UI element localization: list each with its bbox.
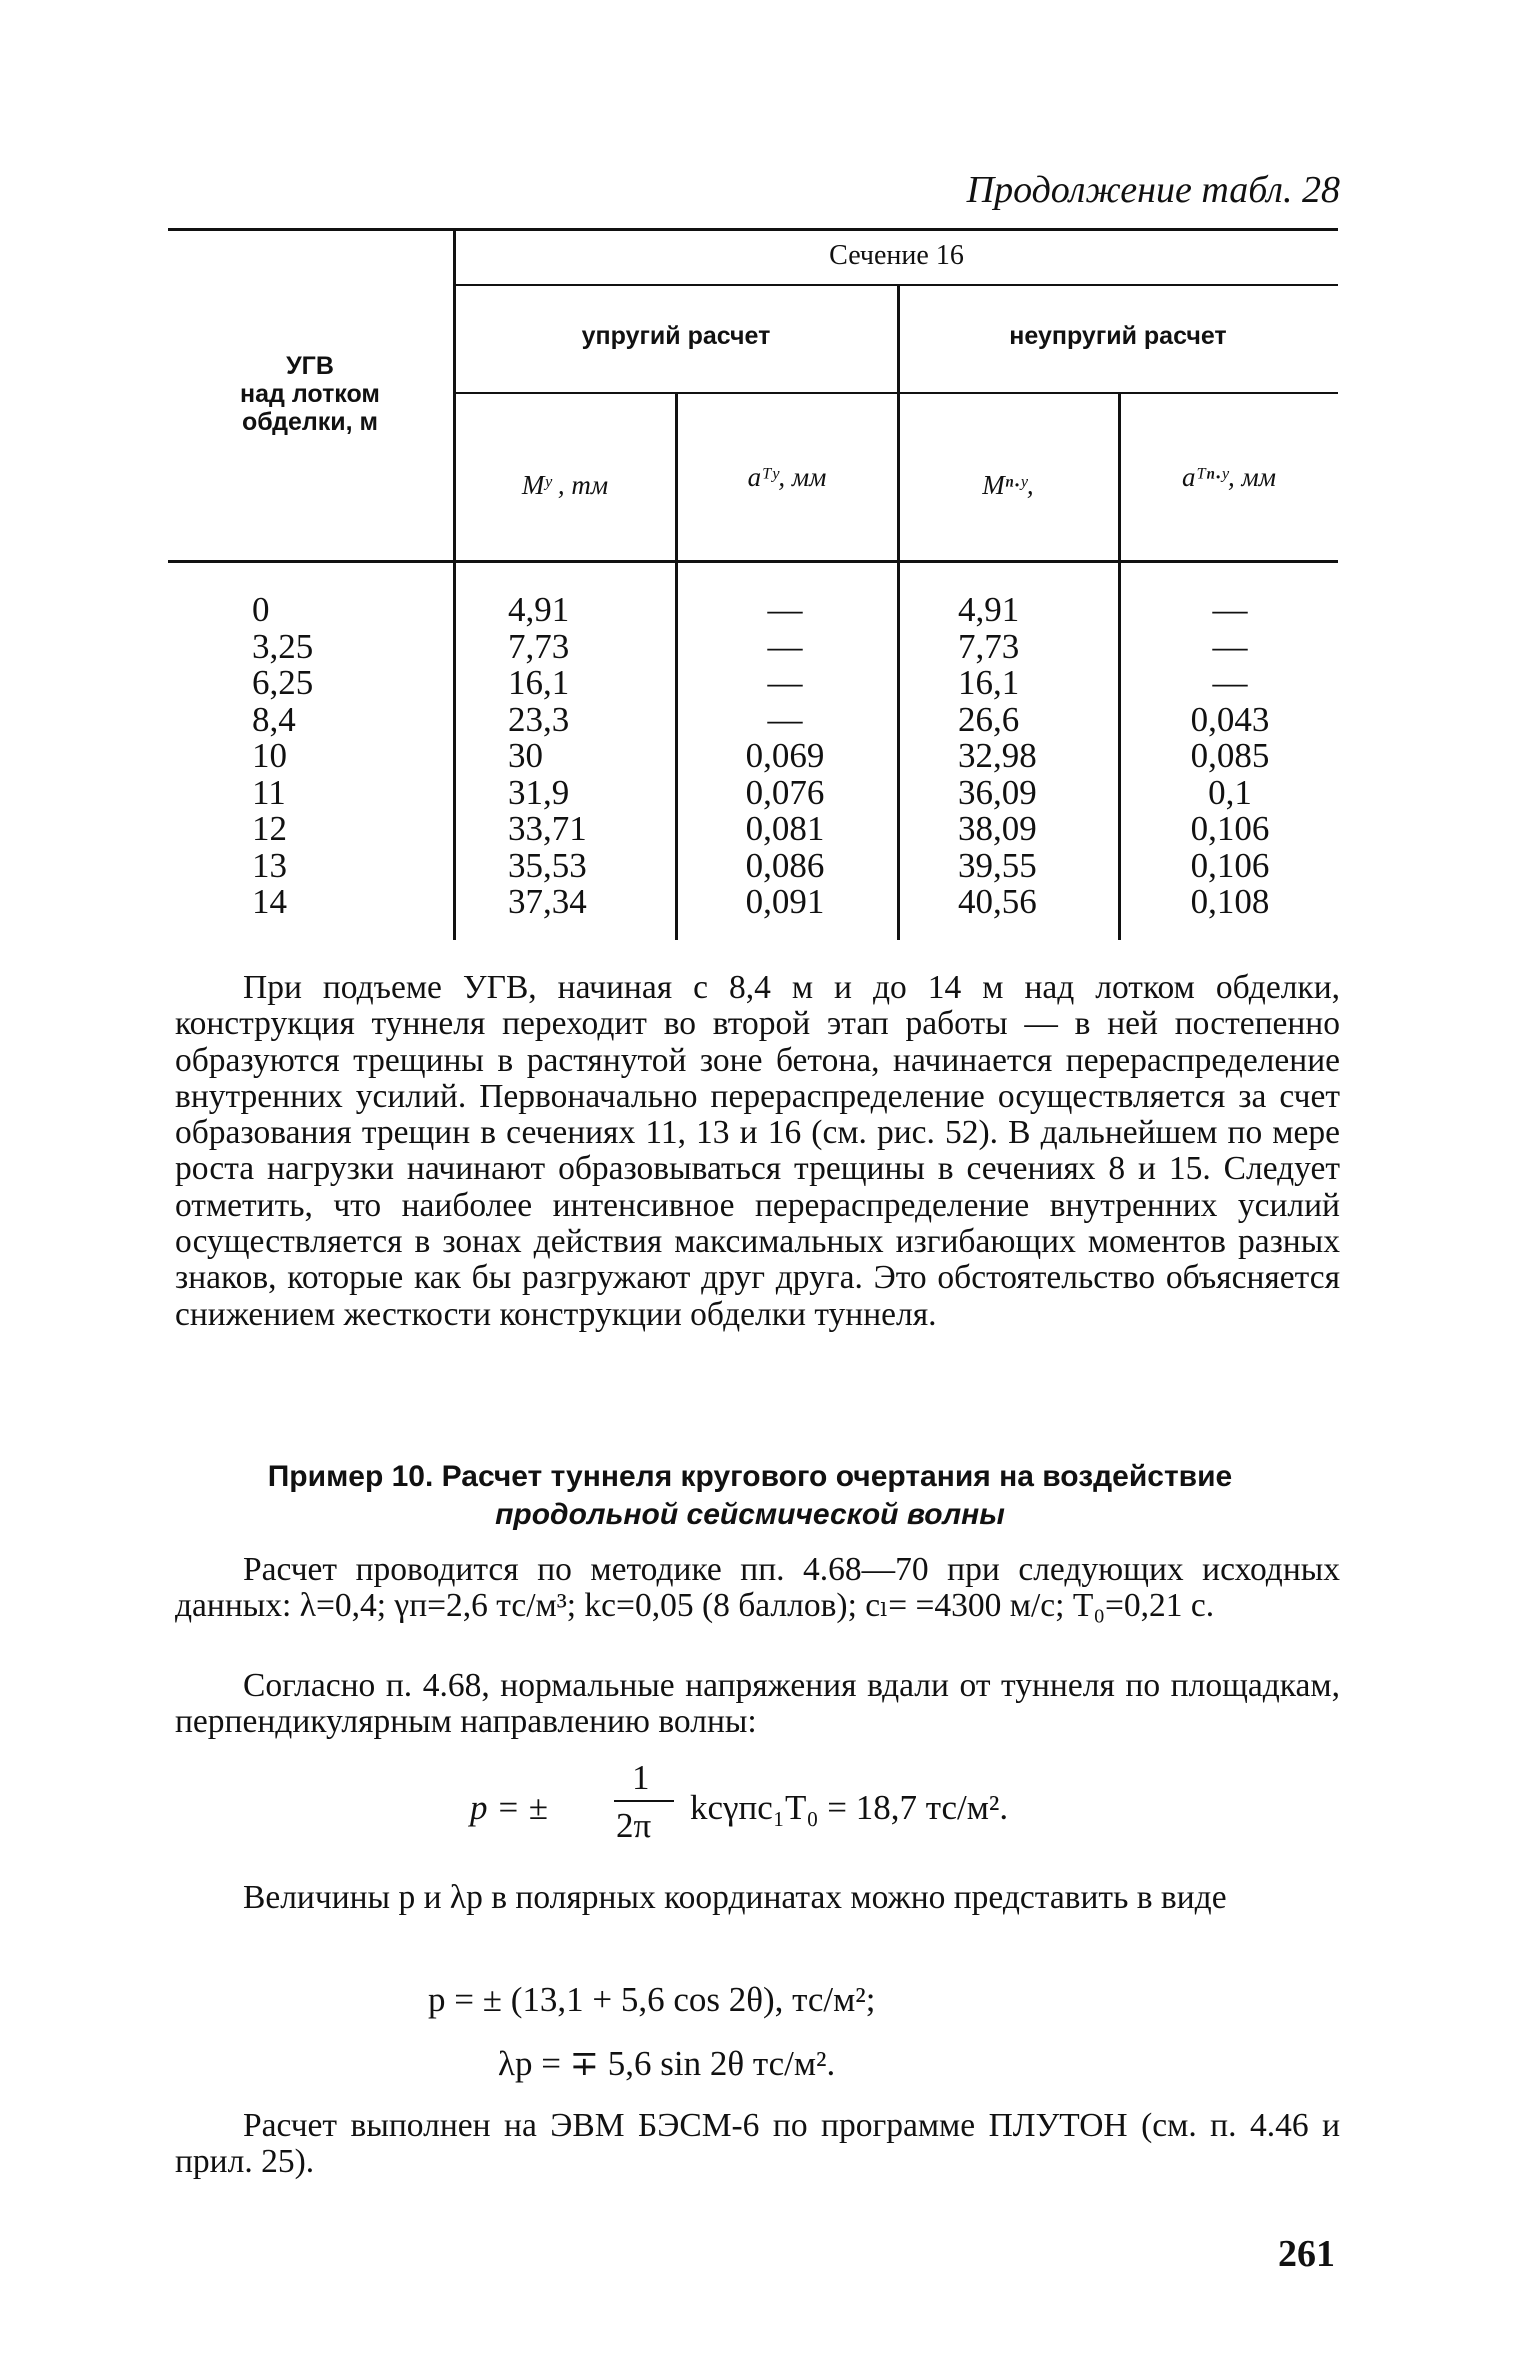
table-cell: 38,09: [958, 809, 1037, 848]
formula-lambda-p-polar: λp = ∓ 5,6 sin 2θ тс/м².: [498, 2044, 836, 2083]
paragraph-crack-redistribution: При подъеме УГВ, начиная с 8,4 м и до 14 м над лотком обделки, конструкция туннеля переходит во второй этап работы — в ней постепенно образуются трещины в растянутой зоне бетона, начинается перераспределение внутренних усилий. Первоначально перераспределение осуществляется за счет образования трещин в сечениях 11, 13 и 16 (см. рис. 52). В дальнейшем по мере роста нагрузки начинают образовываться трещины в сечениях 8 и 15. Следует отметить, что наиболее интенсивное перераспределение внутренних усилий осуществляется в зонах действия максимальных изгибающих моментов разных знаков, которые как бы разгружают друг друга. Это обстоятельство объясняется снижением жесткости конструкции обделки туннеля.: [175, 969, 1340, 1333]
table-cell: —: [1212, 626, 1248, 666]
group-header-elastic: упругий расчет: [581, 322, 771, 350]
paragraph-polar-coordinates: Величины p и λp в полярных координатах можно представить в виде: [243, 1879, 1227, 1916]
table-cell: 4,91: [508, 590, 570, 629]
table-cell: 0: [252, 590, 270, 629]
table-cell: 0,076: [745, 772, 825, 812]
formula-stress-numerator: 1: [632, 1758, 650, 1797]
table-cell: 16,1: [958, 663, 1020, 702]
column-m-elastic: [508, 592, 668, 921]
table-cell: 3,25: [252, 626, 314, 666]
column-a-inelastic: [1130, 592, 1330, 921]
col-header-a-elastic: aᵀʸ, мм: [747, 462, 827, 492]
table-cell: 4,91: [958, 590, 1020, 629]
table-cell: 36,09: [958, 772, 1037, 812]
table-cell: 0,106: [1190, 809, 1270, 848]
paragraph-computation-note: Расчет выполнен на ЭВМ БЭСМ-6 по программе ПЛУТОН (см. п. 4.46 и прил. 25).: [175, 2107, 1340, 2181]
table-cell: 0,085: [1190, 736, 1270, 775]
table-cell: 8,4: [252, 699, 296, 739]
table-cell: 11: [252, 772, 286, 812]
table-cell: 35,53: [508, 845, 587, 885]
column-m-inelastic: [958, 592, 1108, 921]
formula-stress-lhs: p = ±: [470, 1788, 548, 1827]
table-cell: 0,069: [745, 736, 825, 775]
table-cell: —: [1212, 590, 1248, 629]
table-cell: 37,34: [508, 882, 587, 921]
table-cell: 30: [508, 736, 543, 775]
example-heading: Пример 10. Расчет туннеля кругового очертания на воздействие продольной сейсмической волны: [267, 1460, 1233, 1531]
table-cell: 0,081: [745, 809, 825, 848]
paragraph-initial-data: Расчет проводится по методике пп. 4.68—70 при следующих исходных данных: λ=0,4; γп=2,6 тс/м³; kс=0,05 (8 баллов); cₗ= =4300 м/с; T₀=0,21 с.: [175, 1551, 1340, 1625]
formula-p-polar: p = ± (13,1 + 5,6 cos 2θ), тс/м²;: [428, 1980, 876, 2019]
table-cell: 0,043: [1190, 699, 1270, 739]
col-header-m-inelastic: Мⁿ·ʸ,: [982, 470, 1034, 500]
page-number: 261: [1278, 2233, 1335, 2275]
table-cell: 14: [252, 882, 287, 921]
column-a-elastic: [690, 592, 880, 921]
formula-stress-fraction-bar: [614, 1800, 674, 1802]
col-header-a-inelastic: aᵀⁿ·ʸ, мм: [1181, 462, 1277, 492]
table-cell: —: [767, 699, 803, 739]
table-cell: 32,98: [958, 736, 1037, 775]
table-cell: 40,56: [958, 882, 1037, 921]
table-cell: —: [767, 626, 803, 666]
group-header-inelastic: неупругий расчет: [1009, 322, 1227, 350]
table-cell: 0,086: [745, 845, 825, 885]
formula-stress-rhs: kсγпc₁T₀ = 18,7 тс/м².: [690, 1788, 1009, 1827]
table-cell: 0,108: [1190, 882, 1270, 921]
table-cell: 10: [252, 736, 287, 775]
column-ugv: [252, 592, 402, 921]
table-cell: 39,55: [958, 845, 1037, 885]
col-header-m-elastic: Мʸ , тм: [521, 470, 609, 500]
table-cell: —: [767, 663, 803, 702]
table-cell: 31,9: [508, 772, 570, 812]
header-bottom-rule: [168, 560, 1338, 563]
table-cell: 23,3: [508, 699, 570, 739]
table-cell: 0,1: [1208, 772, 1252, 812]
table-cell: 7,73: [958, 626, 1020, 666]
table-vline-3: [897, 284, 900, 940]
table-cell: 16,1: [508, 663, 570, 702]
table-cell: 6,25: [252, 663, 314, 702]
table-cell: —: [767, 590, 803, 629]
table-top-rule: [168, 228, 1338, 231]
table-cell: 33,71: [508, 809, 587, 848]
table-cell: 13: [252, 845, 287, 885]
table-cell: 12: [252, 809, 287, 848]
table-cell: —: [1212, 663, 1248, 702]
formula-stress-denominator: 2π: [616, 1806, 652, 1845]
row-header: УГВ над лотком обделки, м: [240, 352, 380, 436]
table-cell: 26,6: [958, 699, 1020, 739]
table-cell: 0,091: [745, 882, 825, 921]
table-continuation-caption: Продолжение табл. 28: [966, 169, 1340, 211]
section-header: Сечение 16: [829, 240, 964, 271]
paragraph-normal-stress: Согласно п. 4.68, нормальные напряжения вдали от туннеля по площадкам, перпендикулярным направлению волны:: [175, 1667, 1340, 1741]
table-cell: 7,73: [508, 626, 570, 666]
table-cell: 0,106: [1190, 845, 1270, 885]
